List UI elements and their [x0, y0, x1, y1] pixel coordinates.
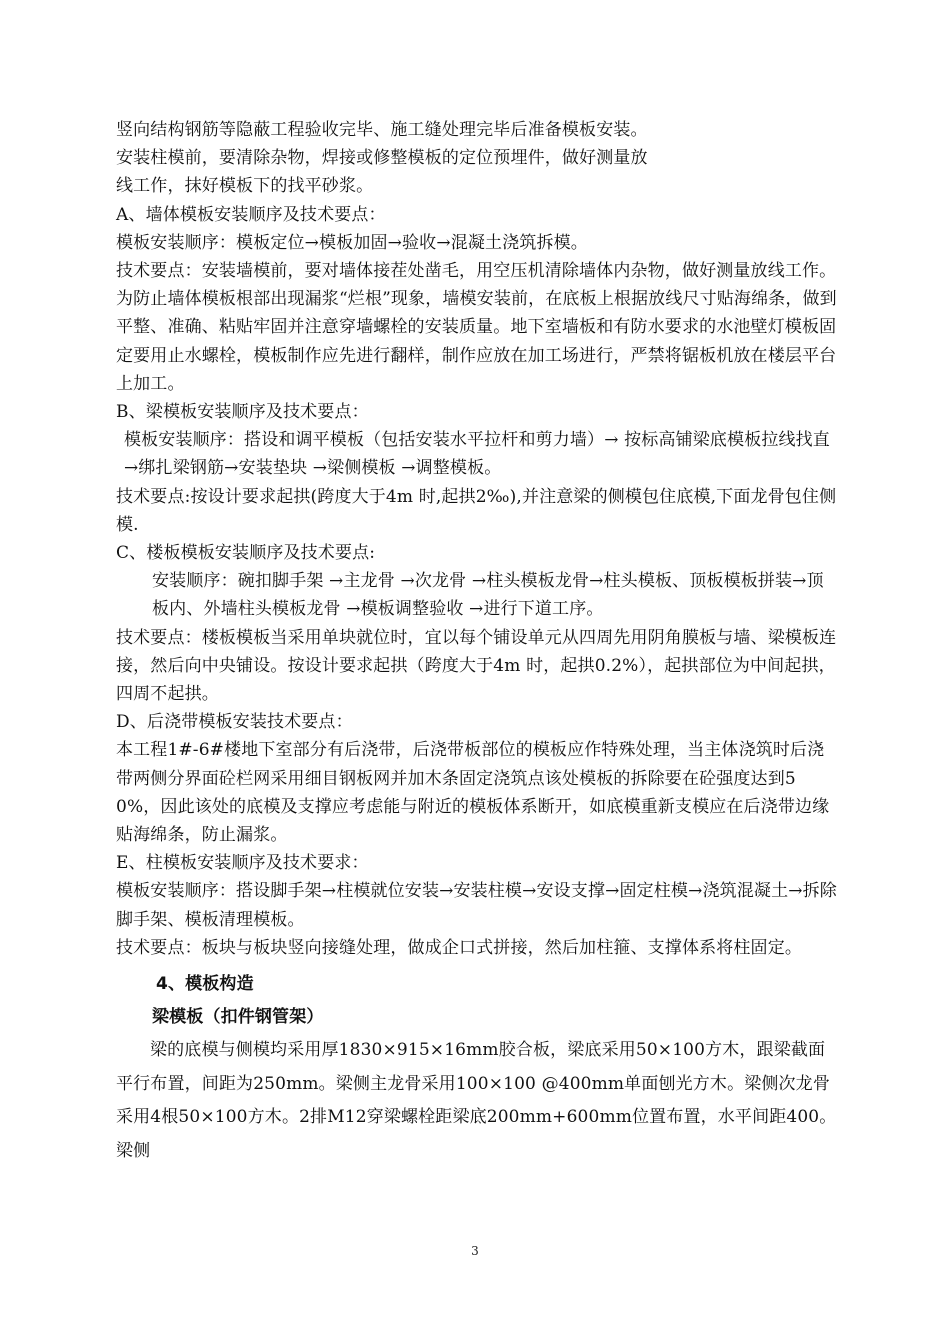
paragraph: 线工作，抹好模板下的找平砂浆。 [116, 176, 374, 197]
paragraph: 技术要点：楼板模板当采用单块就位时，宜以每个铺设单元从四周先用阴角膜板与墙、梁模板连接，然后向中央铺设。按设计要求起拱（跨度大于4m 时，起拱0.2%），起拱部位为中间起拱，四周不起拱。 [116, 627, 837, 705]
section-title-e: E、柱模板安装顺序及技术要求： [116, 853, 369, 874]
paragraph: 技术要点:按设计要求起拱(跨度大于4m 时,起拱2‰),并注意梁的侧模包住底模,下面龙骨包住侧模. [116, 486, 837, 535]
paragraph: 模板安装顺序：搭设和调平模板（包括安装水平拉杆和剪力墙）→ 按标高铺梁底模板拉线找直→绑扎梁钢筋→安装垫块 →梁侧模板 →调整模板。 [124, 430, 830, 479]
section-title-a: A、墙体模板安装顺序及技术要点： [116, 204, 386, 225]
page-content [116, 116, 838, 1168]
body-paragraph: 梁的底模与侧模均采用厚1830×915×16mm胶合板，梁底采用50×100方木，跟梁截面平行布置，间距为250mm。梁侧主龙骨采用100×100 @400mm单面刨光方木。梁侧次龙骨采用4根50×100方木。2排M12穿梁螺栓距梁底200mm+600mm位置布置，水平间距400。梁侧 [116, 1040, 837, 1161]
paragraph: 安装顺序：碗扣脚手架 →主龙骨 →次龙骨 →柱头模板龙骨→柱头模板、顶板模板拼装→顶板内、外墙柱头模板龙骨 →模板调整验收 →进行下道工序。 [152, 571, 824, 620]
page-number: 3 [471, 1244, 479, 1258]
section-heading: 4、模板构造 [156, 974, 254, 995]
paragraph: 模板安装顺序：模板定位→模板加固→验收→混凝土浇筑拆模。 [116, 232, 588, 253]
paragraph: 竖向结构钢筋等隐蔽工程验收完毕、施工缝处理完毕后准备模板安装。 [116, 120, 648, 140]
paragraph: 模板安装顺序：搭设脚手架→柱模就位安装→安装柱模→安设支撑→固定柱模→浇筑混凝土→拆除脚手架、模板清理模板。 [116, 881, 837, 930]
section-title-b: B、梁模板安装顺序及技术要点： [116, 402, 369, 423]
paragraph: 技术要点：安装墙模前，要对墙体接茬处凿毛，用空压机清除墙体内杂物，做好测量放线工作。为防止墙体模板根部出现漏浆“烂根”现象，墙模安装前，在底板上根据放线尺寸贴海绵条，做到平整、准确、粘贴牢固并注意穿墙螺栓的安装质量。地下室墙板和有防水要求的水池壁灯模板固定要用止水螺栓，模板制作应先进行翻样，制作应放在加工场进行，严禁将锯板机放在楼层平台上加工。 [116, 261, 837, 394]
section-title-c: C、楼板模板安装顺序及技术要点: [116, 543, 376, 564]
section-title-d: D、后浇带模板安装技术要点： [116, 712, 353, 733]
paragraph: 安装柱模前，要清除杂物，焊接或修整模板的定位预埋件，做好测量放 [116, 148, 648, 169]
paragraph: 本工程1#-6#楼地下室部分有后浇带，后浇带板部位的模板应作特殊处理，当主体浇筑时后浇带两侧分界面砼栏网采用细目钢板网并加木条固定浇筑点该处模板的拆除要在砼强度达到50%，因此该处的底模及支撑应考虑能与附近的模板体系断开，如底模重新支模应在后浇带边缘贴海绵条，防止漏浆。 [116, 740, 830, 846]
paragraph: 技术要点：板块与板块竖向接缝处理，做成企口式拼接，然后加柱箍、支撑体系将柱固定。 [116, 937, 802, 958]
subheading: 梁模板（扣件钢管架） [152, 1007, 324, 1028]
